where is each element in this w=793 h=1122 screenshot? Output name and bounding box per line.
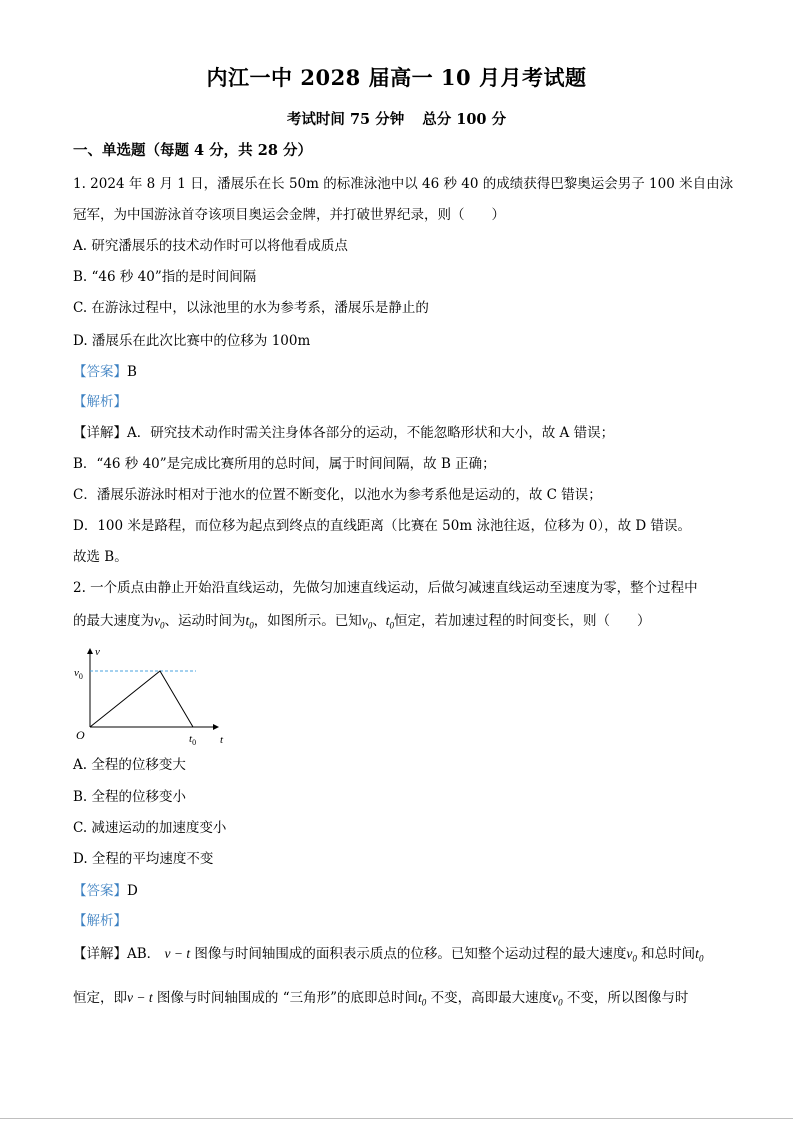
detail1-text-b: 图像与时间轴围成的面积表示质点的位移。已知整个运动过程的最大速度 <box>194 946 627 962</box>
q1-stem-line1: 1. 2024 年 8 月 1 日，潘展乐在长 50m 的标准泳池中以 46 秒 40 的成绩获得巴黎奥运会男子 100 米自由泳 <box>73 176 734 192</box>
q2-stem-text-a: 的最大速度为 <box>73 613 154 629</box>
exam-subtitle <box>0 108 793 129</box>
detail-a-text: A．研究技术动作时需关注身体各部分的运动，不能忽略形状和大小，故 A 错误； <box>127 425 615 441</box>
q2-option-a: A. 全程的位移变大 <box>73 757 186 773</box>
detail2-text-b: 图像与时间轴围成的 “三角形”的底即总时间 <box>156 990 419 1006</box>
detail-tag: 【详解】 <box>73 425 127 441</box>
q2-answer <box>73 879 138 899</box>
symbol-t0: $t_0$ <box>695 946 704 964</box>
q1-conclusion: 故选 B。 <box>73 549 128 565</box>
detail-tag: 【详解】 <box>73 946 127 962</box>
q2-detail-line2 <box>73 986 688 1008</box>
answer-value: B <box>127 364 137 380</box>
detail1-text-a: AB． <box>127 946 161 962</box>
q2-stem-text-b: 、运动时间为 <box>164 613 246 629</box>
t-axis-label: t <box>220 734 224 746</box>
q1-detail-b: B．“46 秒 40”是完成比赛所用的总时间，属于时间间隔，故 B 正确； <box>73 456 496 472</box>
q1-analysis-tag: 【解析】 <box>73 394 127 410</box>
q1-stem-line2: 冠军，为中国游泳首夺该项目奥运会金牌，并打破世界纪录，则（ ） <box>73 207 505 223</box>
detail2-text-d: 不变，所以图像与时 <box>566 990 689 1006</box>
q2-option-d: D. 全程的平均速度不变 <box>73 851 214 867</box>
q2-stem-line2 <box>73 609 651 631</box>
q1-option-a: A. 研究潘展乐的技术动作时可以将他看成质点 <box>73 238 348 254</box>
page-bottom-border <box>0 1118 793 1119</box>
answer-tag: 【答案】 <box>73 364 127 380</box>
answer-value: D <box>127 883 138 899</box>
detail2-text-a: 恒定，即 <box>73 990 127 1006</box>
section-heading: 一、单选题（每题 4 分，共 28 分） <box>73 142 312 159</box>
symbol-v0: $v_0$ <box>626 946 637 964</box>
origin-label: O <box>76 728 85 742</box>
q2-stem-text-e: 恒定，若加速过程的时间变长，则（ ） <box>394 613 651 629</box>
t0-label: $t_0$ <box>189 733 197 747</box>
q1-detail-c: C．潘展乐游泳时相对于池水的位置不断变化，以池水为参考系他是运动的，故 C 错误； <box>73 487 602 503</box>
q1-detail-d: D．100 米是路程，而位移为起点到终点的直线距离（比赛在 50m 泳池往返，位移为 0），故 D 错误。 <box>73 518 691 534</box>
answer-tag: 【答案】 <box>73 883 127 899</box>
q1-option-b: B. “46 秒 40”指的是时间间隔 <box>73 269 257 285</box>
q2-detail-line1 <box>73 942 703 964</box>
symbol-v-t: v − t <box>164 946 191 961</box>
symbol-t0: $t_0$ <box>385 613 395 631</box>
q2-stem-text-d: 、 <box>372 613 386 629</box>
symbol-t0: $t_0$ <box>245 613 254 631</box>
q1-detail-a <box>73 421 614 441</box>
q2-option-b: B. 全程的位移变小 <box>73 789 187 805</box>
q2-option-c: C. 减速运动的加速度变小 <box>73 820 227 836</box>
v0-label: $v_0$ <box>74 667 83 681</box>
q1-answer <box>73 360 137 380</box>
q2-stem-text-c: ，如图所示。已知 <box>253 613 362 629</box>
detail2-text-c: 不变，高即最大速度 <box>430 990 553 1006</box>
velocity-time-graph <box>72 643 232 748</box>
symbol-t0: $t_0$ <box>418 990 427 1008</box>
exam-duration: 考试时间 75 分钟 <box>286 111 405 128</box>
symbol-v0: $v_0$ <box>361 613 373 631</box>
exam-title: 内江一中 2028 届高一 10 月月考试题 <box>206 65 587 90</box>
q2-stem-line1: 2. 一个质点由静止开始沿直线运动，先做匀加速直线运动，后做匀减速直线运动至速度为零，整个过程中 <box>73 580 698 596</box>
velocity-curve <box>90 671 193 727</box>
detail1-text-c: 和总时间 <box>641 946 696 962</box>
q1-option-d: D. 潘展乐在此次比赛中的位移为 100m <box>73 333 311 349</box>
symbol-v-t: v − t <box>127 990 153 1005</box>
symbol-v0: $v_0$ <box>552 990 563 1008</box>
q1-option-c: C. 在游泳过程中，以泳池里的水为参考系，潘展乐是静止的 <box>73 300 429 316</box>
exam-total-score: 总分 100 分 <box>422 111 507 128</box>
v-axis-label: v <box>95 646 100 658</box>
symbol-v0: $v_0$ <box>154 613 165 631</box>
q2-analysis-tag: 【解析】 <box>73 913 127 929</box>
